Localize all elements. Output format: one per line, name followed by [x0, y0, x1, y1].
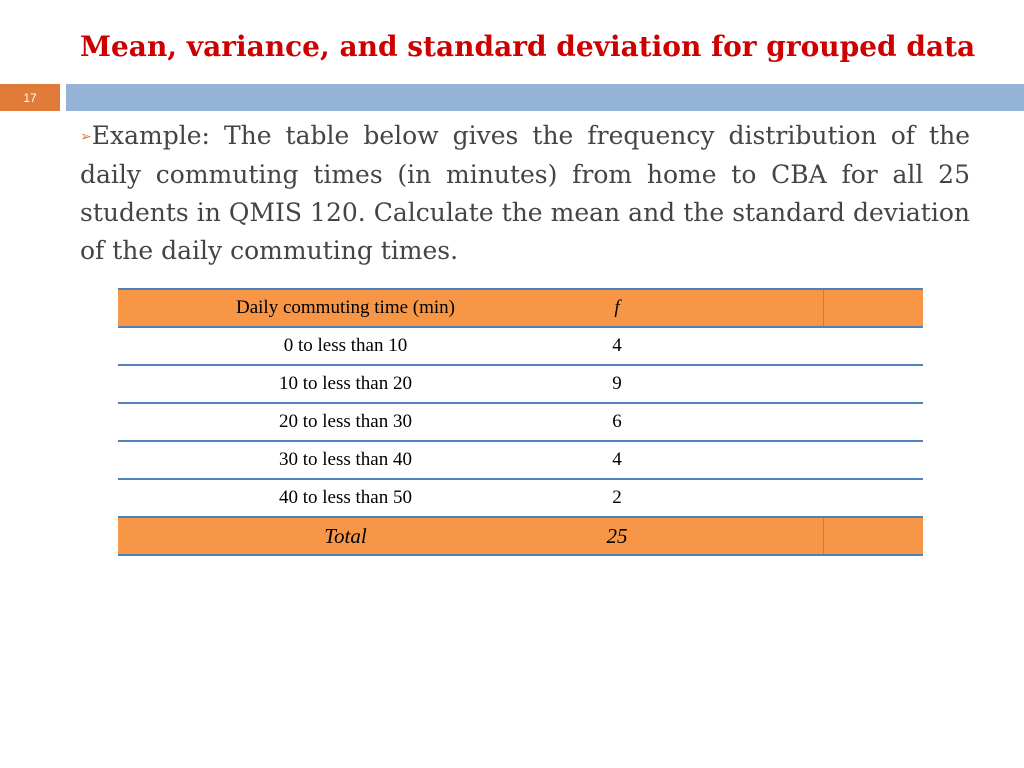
interval-cell: 30 to less than 40	[118, 441, 573, 479]
empty-cell	[823, 479, 923, 517]
empty-cell	[823, 365, 923, 403]
table-row	[118, 365, 923, 403]
table-row	[118, 479, 923, 517]
empty-cell	[661, 479, 823, 517]
interval-cell: 20 to less than 30	[118, 403, 573, 441]
interval-cell: 0 to less than 10	[118, 327, 573, 365]
slide-number-badge	[0, 84, 60, 111]
example-text: Example: The table below gives the frequency distribution of the daily commuting times (in minutes) from home to CBA for all 25 students in QMIS 120. Calculate the mean and the standard deviation of the daily commuting times.	[80, 121, 970, 265]
interval-cell: 40 to less than 50	[118, 479, 573, 517]
table-total-row	[118, 517, 923, 555]
frequency-cell: 4	[573, 327, 661, 365]
empty-cell	[661, 403, 823, 441]
header-commuting-time: Daily commuting time (min)	[118, 289, 573, 327]
slide-title: Mean, variance, and standard deviation for grouped data	[80, 30, 976, 63]
empty-cell	[661, 327, 823, 365]
table-row	[118, 441, 923, 479]
empty-cell	[661, 365, 823, 403]
total-label: Total	[118, 517, 573, 555]
header-frequency: f	[573, 289, 661, 327]
example-paragraph	[80, 117, 970, 270]
arrow-bullet-icon: ➢	[80, 129, 92, 145]
header-empty-1	[661, 289, 823, 327]
total-frequency: 25	[573, 517, 661, 555]
frequency-table	[118, 288, 923, 556]
interval-cell: 10 to less than 20	[118, 365, 573, 403]
table-header-row	[118, 289, 923, 327]
frequency-cell: 9	[573, 365, 661, 403]
header-empty-2	[823, 289, 923, 327]
empty-cell	[823, 441, 923, 479]
frequency-cell: 2	[573, 479, 661, 517]
empty-cell	[823, 517, 923, 555]
empty-cell	[823, 403, 923, 441]
table-row	[118, 403, 923, 441]
header-bar	[66, 84, 1024, 111]
slide-number: 17	[23, 90, 37, 105]
empty-cell	[661, 441, 823, 479]
frequency-cell: 6	[573, 403, 661, 441]
empty-cell	[661, 517, 823, 555]
frequency-cell: 4	[573, 441, 661, 479]
table-row	[118, 327, 923, 365]
empty-cell	[823, 327, 923, 365]
